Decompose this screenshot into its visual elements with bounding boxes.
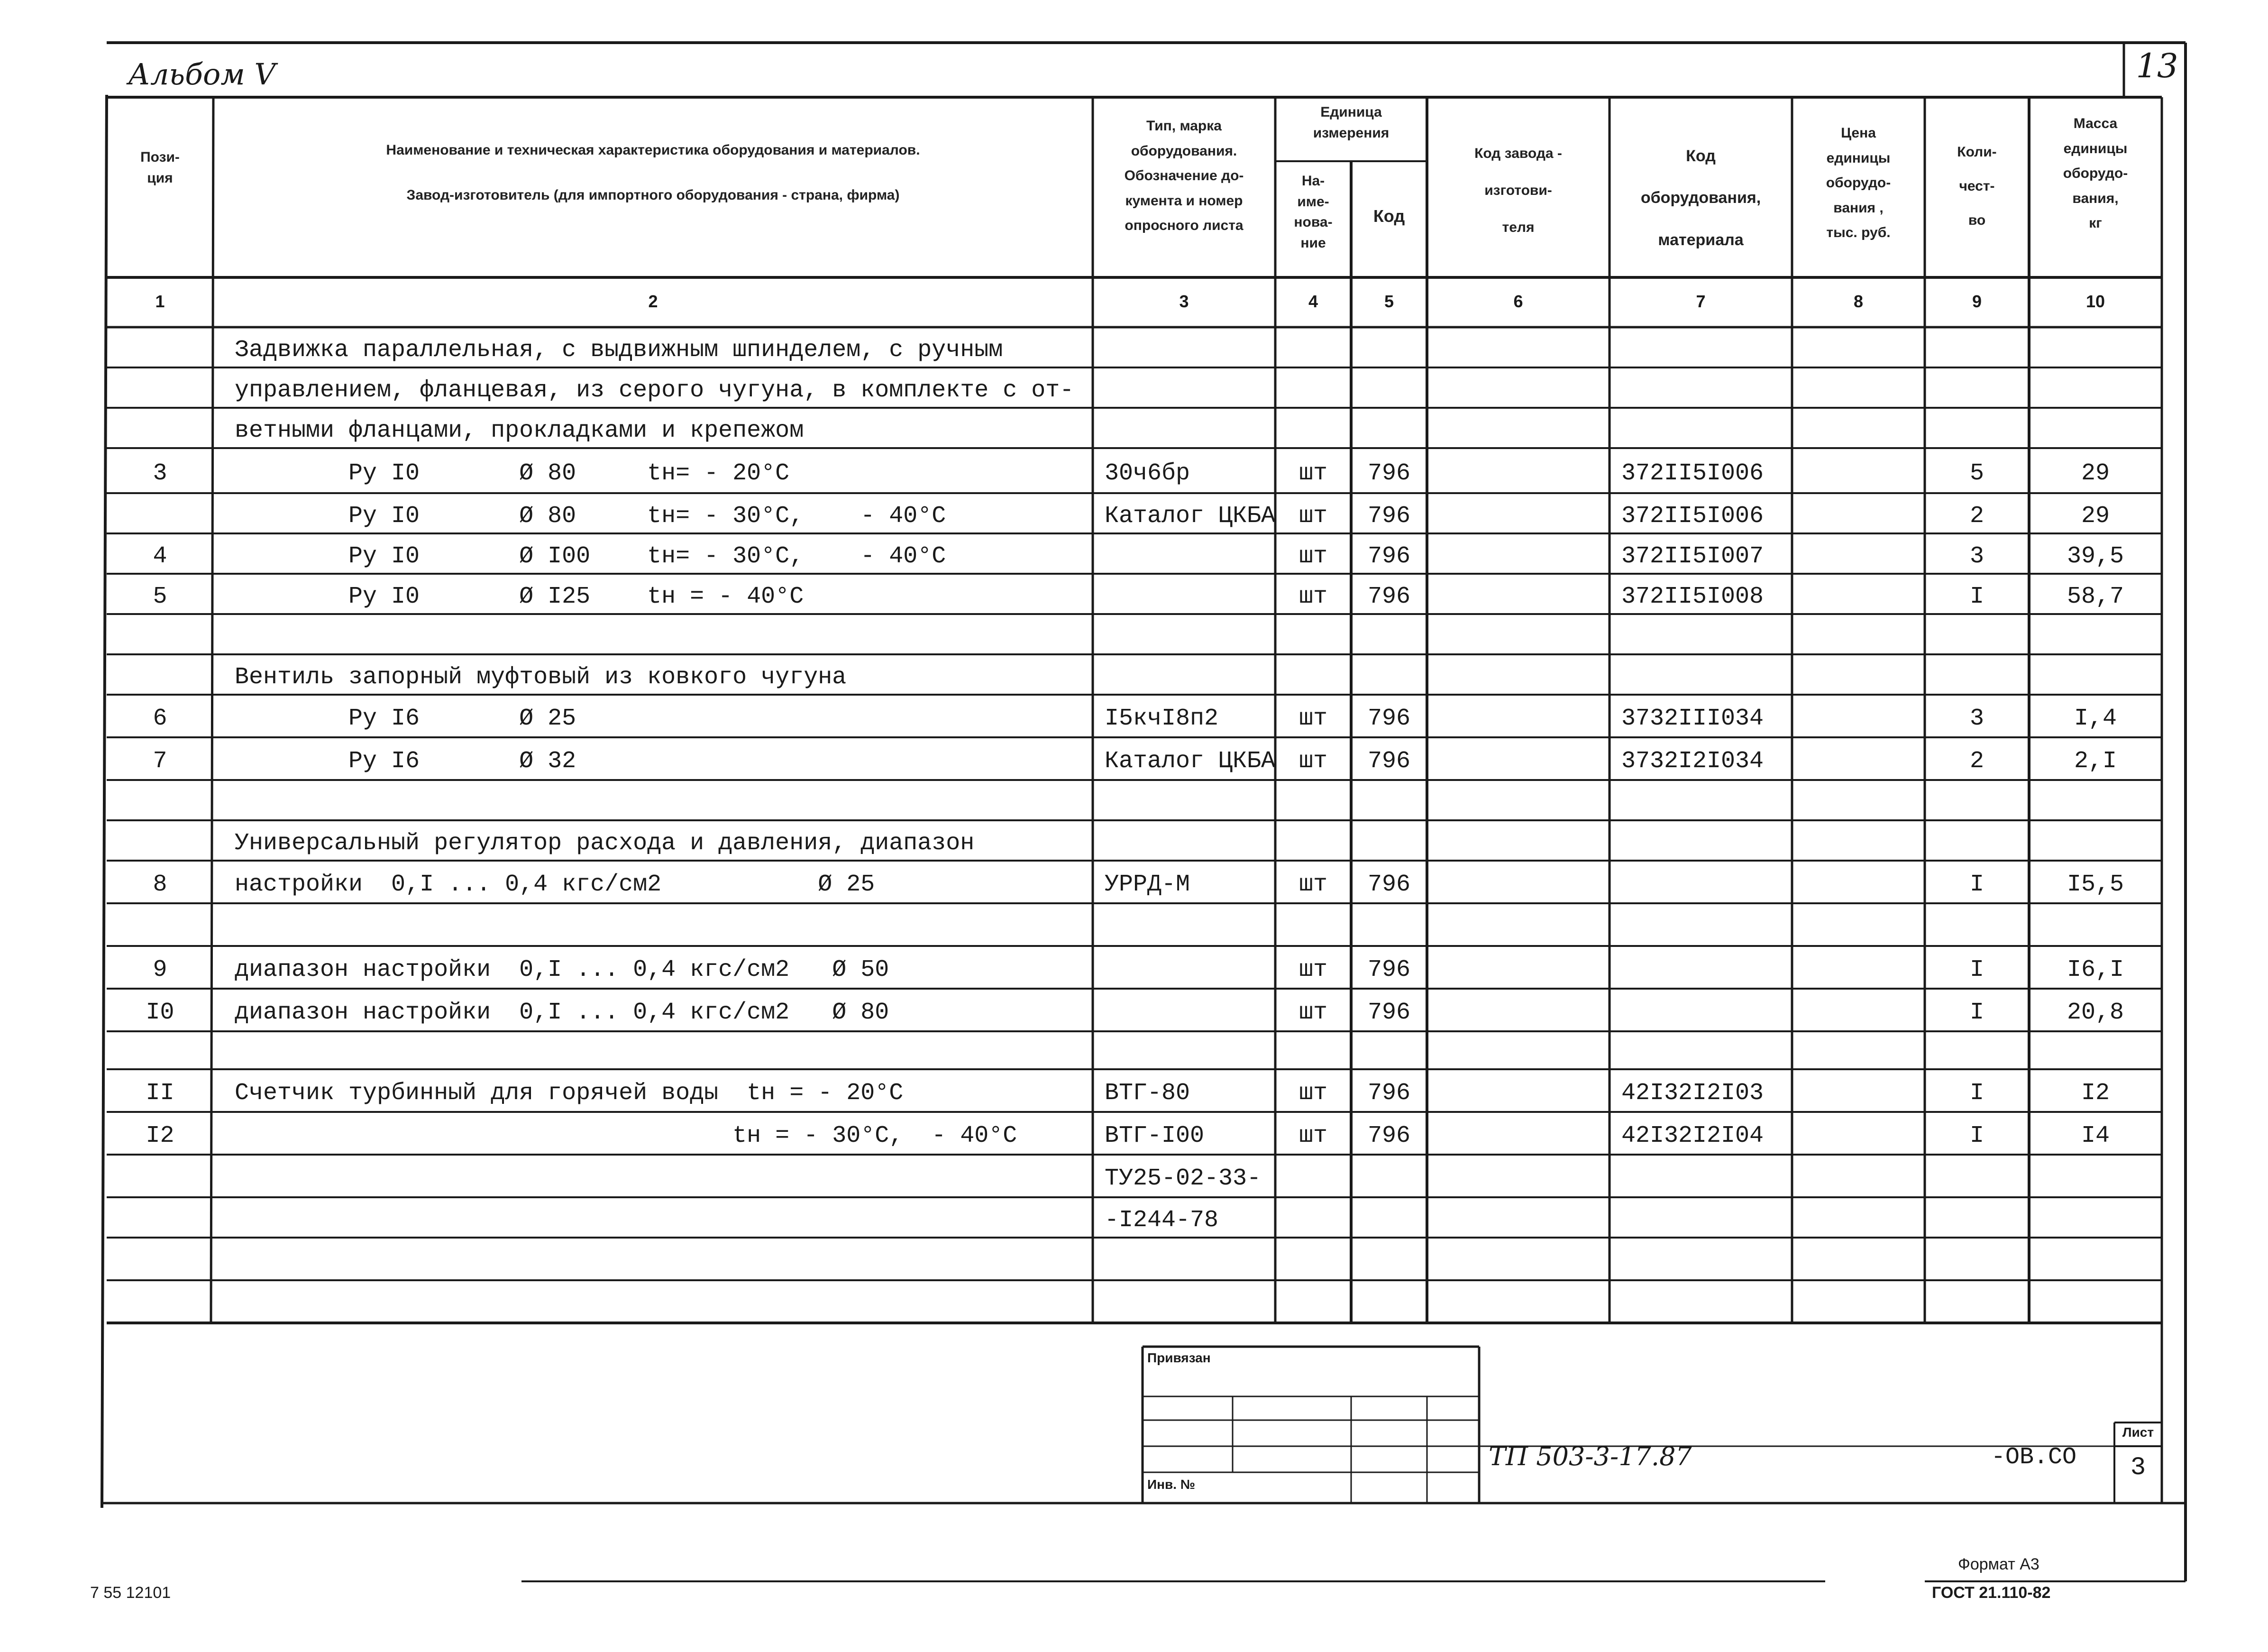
column-number: 6 [1513, 292, 1523, 311]
cell-name: tн = - 30°C, - 40°C [235, 1122, 1017, 1149]
cell-type: ВТГ-I00 [1105, 1122, 1205, 1149]
column-number: 2 [648, 292, 658, 311]
column-number: 8 [1853, 292, 1864, 311]
cell-code: 796 [1367, 543, 1410, 570]
header-quantity: Коли- чест- во [1957, 144, 1997, 228]
cell-mass: 2,I [2074, 748, 2117, 775]
header-price: Цена единицы оборудо- вания , тыс. руб. [1826, 125, 1891, 240]
cell-unit: шт [1299, 1080, 1327, 1107]
cell-pos: II [146, 1080, 174, 1107]
cell-name: ветными фланцами, прокладками и крепежом [235, 417, 804, 444]
standard-label: ГОСТ 21.110-82 [1932, 1584, 2051, 1602]
cell-equip-code: 42I32I2I03 [1621, 1080, 1764, 1107]
cell-code: 796 [1367, 503, 1410, 530]
cell-name: Счетчик турбинный для горячей воды tн = - 20°C [235, 1080, 904, 1107]
cell-code: 796 [1367, 871, 1410, 898]
cell-pos: 6 [153, 705, 167, 732]
cell-pos: I0 [146, 999, 174, 1026]
column-number: 4 [1308, 292, 1318, 311]
print-mark: 7 55 12101 [90, 1584, 171, 1602]
cell-qty: I [1969, 871, 1984, 898]
cell-equip-code: 372II5I007 [1621, 543, 1764, 570]
sheet-label: Лист [2122, 1425, 2154, 1440]
cell-name: Ру I6 Ø 32 [235, 748, 576, 775]
cell-code: 796 [1367, 748, 1410, 775]
cell-qty: 2 [1969, 748, 1984, 775]
cell-pos: 7 [153, 748, 167, 775]
header-name-line1: Наименование и техническая характеристика оборудования и материалов. [386, 142, 920, 158]
cell-code: 796 [1367, 460, 1410, 487]
format-label: Формат А3 [1958, 1555, 2039, 1573]
cell-code: 796 [1367, 1080, 1410, 1107]
cell-pos: 8 [153, 871, 167, 898]
stamp-bound-label: Привязан [1147, 1350, 1211, 1365]
cell-mass: 20,8 [2067, 999, 2124, 1026]
cell-code: 796 [1367, 583, 1410, 610]
header-mass: Масса единицы оборудо- вания, кг [2063, 116, 2128, 231]
cell-equip-code: 3732III034 [1621, 705, 1764, 732]
cell-type: УРРД-М [1105, 871, 1190, 898]
cell-unit: шт [1299, 705, 1327, 732]
header-equipment-code: Код оборудования, материала [1640, 147, 1761, 249]
sheet-number: 3 [2130, 1453, 2146, 1482]
header-factory-code: Код завода - изготови- теля [1474, 146, 1562, 235]
cell-type: Каталог ЦКБА [1105, 748, 1276, 775]
cell-unit: шт [1299, 871, 1327, 898]
cell-name: Ру I0 Ø I00 tн= - 30°C, - 40°C [235, 543, 946, 570]
cell-type: I5кчI8п2 [1105, 705, 1219, 732]
cell-code: 796 [1367, 705, 1410, 732]
cell-mass: I6,I [2067, 956, 2124, 983]
cell-name: диапазон настройки 0,I ... 0,4 кгс/см2 Ø 80 [235, 999, 889, 1026]
cell-qty: 5 [1969, 460, 1984, 487]
cell-qty: I [1969, 583, 1984, 610]
page-corner-number: 13 [2136, 46, 2178, 85]
cell-unit: шт [1299, 956, 1327, 983]
cell-equip-code: 372II5I006 [1621, 503, 1764, 530]
cell-code: 796 [1367, 999, 1410, 1026]
cell-pos: 9 [153, 956, 167, 983]
column-number: 3 [1179, 292, 1189, 311]
cell-name: Задвижка параллельная, с выдвижным шпинделем, с ручным [235, 337, 1003, 364]
column-number: 7 [1696, 292, 1706, 311]
cell-type: ТУ25-02-33- [1105, 1165, 1262, 1192]
cell-code: 796 [1367, 956, 1410, 983]
cell-mass: I2 [2081, 1080, 2110, 1107]
cell-mass: 29 [2081, 460, 2110, 487]
cell-type: ВТГ-80 [1105, 1080, 1190, 1107]
cell-type: -I244-78 [1105, 1207, 1219, 1234]
cell-mass: I4 [2081, 1122, 2110, 1149]
cell-name: диапазон настройки 0,I ... 0,4 кгс/см2 Ø 50 [235, 956, 889, 983]
cell-pos: I2 [146, 1122, 174, 1149]
cell-mass: I5,5 [2067, 871, 2124, 898]
cell-mass: 39,5 [2067, 543, 2124, 570]
cell-unit: шт [1299, 999, 1327, 1026]
cell-qty: 3 [1969, 543, 1984, 570]
document-code: ТП 503-3-17.87 [1489, 1441, 1692, 1471]
header-name-line2: Завод-изготовитель (для импортного оборудования - страна, фирма) [406, 187, 900, 203]
cell-mass: I,4 [2074, 705, 2117, 732]
album-label: Альбом V [128, 57, 276, 92]
cell-name: Ру I6 Ø 25 [235, 705, 576, 732]
cell-equip-code: 372II5I006 [1621, 460, 1764, 487]
cell-pos: 3 [153, 460, 167, 487]
cell-name: Вентиль запорный муфтовый из ковкого чугуна [235, 664, 847, 691]
cell-qty: I [1969, 1122, 1984, 1149]
column-number: 5 [1384, 292, 1394, 311]
header-unit-code: Код [1373, 206, 1405, 226]
cell-equip-code: 3732I2I034 [1621, 748, 1764, 775]
cell-unit: шт [1299, 748, 1327, 775]
header-unit-name: На- име- нова- ние [1294, 173, 1333, 251]
cell-name: управлением, фланцевая, из серого чугуна, в комплекте с от- [235, 377, 1074, 404]
cell-qty: I [1969, 1080, 1984, 1107]
cell-unit: шт [1299, 503, 1327, 530]
cell-mass: 58,7 [2067, 583, 2124, 610]
header-unit-group: Единица измерения [1313, 104, 1390, 141]
cell-name: Ру I0 Ø 80 tн= - 20°C [235, 460, 790, 487]
cell-qty: 3 [1969, 705, 1984, 732]
stamp-inventory-label: Инв. № [1147, 1477, 1196, 1492]
cell-type: 30ч6бр [1105, 460, 1190, 487]
cell-qty: 2 [1969, 503, 1984, 530]
cell-name: Универсальный регулятор расхода и давления, диапазон [235, 830, 975, 857]
header-type: Тип, марка оборудования. Обозначение до- кумента и номер опросного листа [1124, 118, 1244, 233]
cell-unit: шт [1299, 543, 1327, 570]
cell-pos: 5 [153, 583, 167, 610]
cell-mass: 29 [2081, 503, 2110, 530]
column-number: 9 [1972, 292, 1982, 311]
cell-unit: шт [1299, 460, 1327, 487]
cell-name: Ру I0 Ø I25 tн = - 40°C [235, 583, 804, 610]
cell-type: Каталог ЦКБА [1105, 503, 1276, 530]
cell-pos: 4 [153, 543, 167, 570]
cell-equip-code: 372II5I008 [1621, 583, 1764, 610]
column-number: 1 [155, 292, 165, 311]
cell-qty: I [1969, 956, 1984, 983]
cell-unit: шт [1299, 583, 1327, 610]
cell-qty: I [1969, 999, 1984, 1026]
cell-code: 796 [1367, 1122, 1410, 1149]
document-suffix: -ОВ.СО [1991, 1444, 2077, 1471]
cell-equip-code: 42I32I2I04 [1621, 1122, 1764, 1149]
cell-name: настройки 0,I ... 0,4 кгс/см2 Ø 25 [235, 871, 875, 898]
header-position: Пози- ция [140, 149, 180, 186]
column-number: 10 [2085, 292, 2105, 311]
cell-name: Ру I0 Ø 80 tн= - 30°C, - 40°C [235, 503, 946, 530]
cell-unit: шт [1299, 1122, 1327, 1149]
